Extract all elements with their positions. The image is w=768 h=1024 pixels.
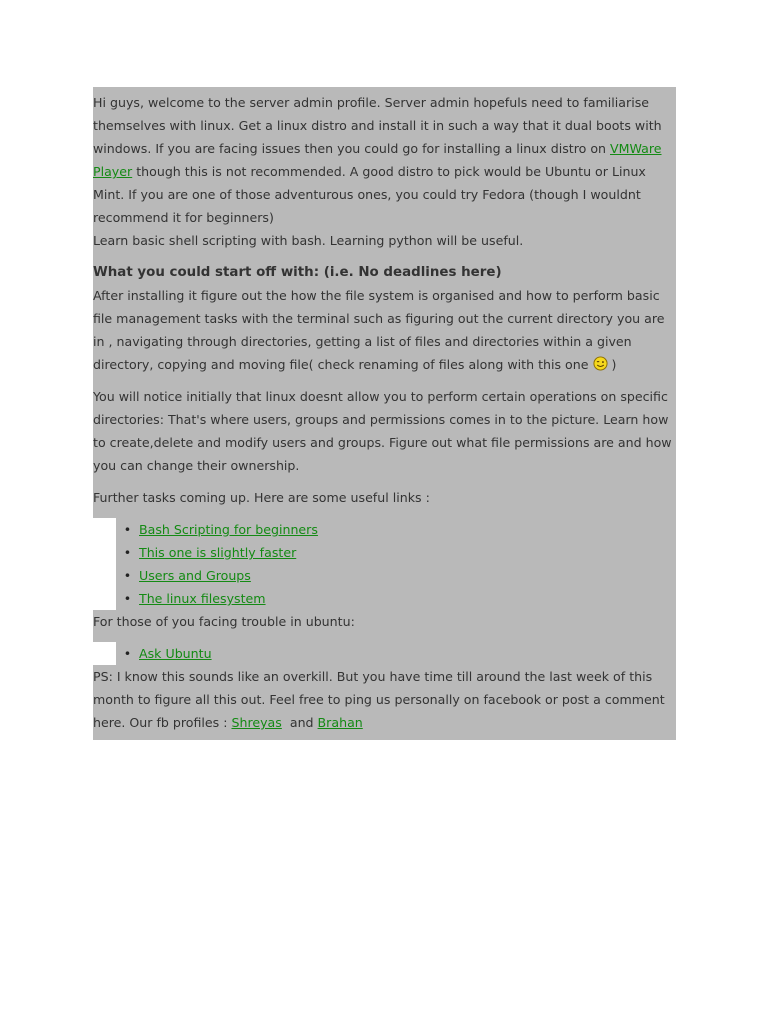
filesystem-text-end: ) <box>607 357 617 372</box>
users-groups-link[interactable]: Users and Groups <box>139 568 251 583</box>
intro-text: Hi guys, welcome to the server admin profile. Server admin hopefuls need to familiarise themselves with linux. Get a linux distro and install it in such a way that it dual boots with windows. If you are facing issues then you could go for installing a linux distro on <box>93 95 662 156</box>
post-content <box>93 87 676 740</box>
useful-links-list <box>93 518 676 610</box>
list-item <box>93 642 676 665</box>
shreyas-profile-link[interactable]: Shreyas <box>231 715 282 730</box>
bullet-icon: • <box>123 646 132 661</box>
bullet-icon: • <box>123 522 132 537</box>
section-heading: What you could start off with: (i.e. No deadlines here) <box>93 265 502 280</box>
ps-text: PS: I know this sounds like an overkill. But you have time till around the last week of this month to figure all this out. Feel free to ping us personally on facebook or post a comment here. Our fb profiles : <box>93 669 665 730</box>
shell-scripting-line: Learn basic shell scripting with bash. Learning python will be useful. <box>93 233 524 248</box>
slightly-faster-link[interactable]: This one is slightly faster <box>139 545 297 560</box>
vmware-player-link[interactable]: VMWare Player <box>93 141 662 179</box>
ubuntu-trouble-line: For those of you facing trouble in ubuntu: <box>93 614 355 629</box>
permissions-paragraph: You will notice initially that linux doesnt allow you to perform certain operations on specific directories: That's where users, groups and permissions comes in to the picture. Learn how to create,delete and modify users and groups. Figure out what file permissions are and how you can change their ownership. <box>93 389 672 473</box>
brahan-profile-link[interactable]: Brahan <box>317 715 363 730</box>
linux-filesystem-link[interactable]: The linux filesystem <box>139 591 266 606</box>
filesystem-paragraph <box>93 284 676 376</box>
bullet-icon: • <box>123 545 132 560</box>
intro-paragraph <box>93 91 676 229</box>
further-tasks-line: Further tasks coming up. Here are some useful links : <box>93 490 430 505</box>
ubuntu-links-list <box>93 642 676 665</box>
content-bottom-padding <box>93 734 676 740</box>
bullet-icon: • <box>123 568 132 583</box>
ask-ubuntu-link[interactable]: Ask Ubuntu <box>139 646 212 661</box>
filesystem-text: After installing it figure out the how the file system is organised and how to perform basic file management tasks with the terminal such as figuring out the current directory you are in , navigating through directories, getting a list of files and directories within a given directory, copying and moving file( check renaming of files along with this one <box>93 288 665 372</box>
list-item <box>93 518 676 541</box>
bash-scripting-link[interactable]: Bash Scripting for beginners <box>139 522 318 537</box>
bullet-icon: • <box>123 591 132 606</box>
ps-paragraph <box>93 665 676 734</box>
list-item <box>93 587 676 610</box>
ps-and-text: and <box>281 715 318 730</box>
list-item <box>93 564 676 587</box>
wink-smiley-icon <box>593 356 608 371</box>
intro-text-continued: though this is not recommended. A good distro to pick would be Ubuntu or Linux Mint. If you are one of those adventurous ones, you could try Fedora (though I wouldnt recommend it for beginners) <box>93 164 646 225</box>
list-item <box>93 541 676 564</box>
